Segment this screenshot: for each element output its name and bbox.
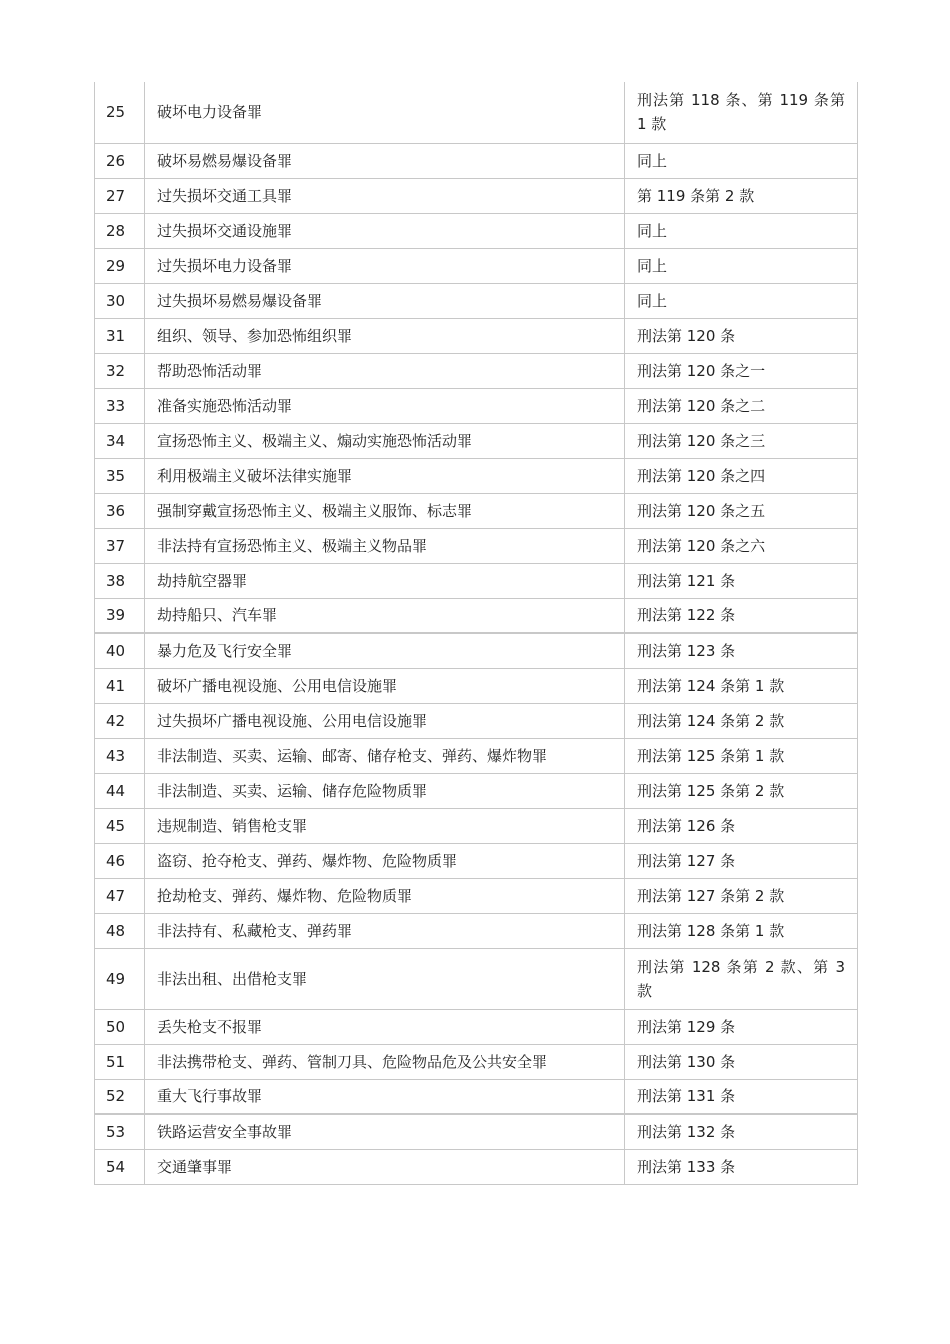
table-row	[95, 808, 858, 843]
row-number: 36	[95, 493, 145, 528]
crime-name: 破坏广播电视设施、公用电信设施罪	[145, 668, 625, 703]
table-row	[95, 178, 858, 213]
law-reference: 刑法第 120 条之五	[625, 493, 858, 528]
law-reference: 刑法第 133 条	[625, 1149, 858, 1184]
table-row	[95, 913, 858, 948]
table-row	[95, 353, 858, 388]
table-row	[95, 948, 858, 1009]
row-number: 46	[95, 843, 145, 878]
table-row	[95, 213, 858, 248]
crime-name: 劫持船只、汽车罪	[145, 598, 625, 633]
law-reference: 刑法第 122 条	[625, 598, 858, 633]
table-row	[95, 248, 858, 283]
row-number: 53	[95, 1114, 145, 1149]
crime-name: 过失损坏交通设施罪	[145, 213, 625, 248]
table-row	[95, 563, 858, 598]
row-number: 35	[95, 458, 145, 493]
law-reference: 刑法第 120 条之三	[625, 423, 858, 458]
table-row	[95, 633, 858, 668]
law-reference: 刑法第 120 条之二	[625, 388, 858, 423]
row-number: 34	[95, 423, 145, 458]
crime-name: 非法出租、出借枪支罪	[145, 948, 625, 1009]
law-reference: 刑法第 126 条	[625, 808, 858, 843]
crime-list-table	[94, 82, 858, 1185]
law-reference: 同上	[625, 248, 858, 283]
row-number: 33	[95, 388, 145, 423]
table-row	[95, 843, 858, 878]
crime-name: 组织、领导、参加恐怖组织罪	[145, 318, 625, 353]
row-number: 52	[95, 1079, 145, 1114]
row-number: 41	[95, 668, 145, 703]
table-row	[95, 773, 858, 808]
row-number: 31	[95, 318, 145, 353]
table-row	[95, 458, 858, 493]
row-number: 43	[95, 738, 145, 773]
row-number: 25	[95, 82, 145, 143]
law-reference: 刑法第 118 条、第 119 条第 1 款	[625, 82, 858, 143]
law-reference: 刑法第 120 条之一	[625, 353, 858, 388]
row-number: 42	[95, 703, 145, 738]
table-body	[95, 82, 858, 1184]
table-row	[95, 878, 858, 913]
table-row	[95, 528, 858, 563]
law-reference: 刑法第 132 条	[625, 1114, 858, 1149]
row-number: 49	[95, 948, 145, 1009]
crime-name: 重大飞行事故罪	[145, 1079, 625, 1114]
row-number: 48	[95, 913, 145, 948]
crime-name: 劫持航空器罪	[145, 563, 625, 598]
law-reference: 刑法第 124 条第 2 款	[625, 703, 858, 738]
law-reference: 刑法第 124 条第 1 款	[625, 668, 858, 703]
table-row	[95, 423, 858, 458]
table-row	[95, 82, 858, 143]
row-number: 54	[95, 1149, 145, 1184]
law-reference: 刑法第 121 条	[625, 563, 858, 598]
law-reference: 同上	[625, 143, 858, 178]
law-reference: 刑法第 127 条第 2 款	[625, 878, 858, 913]
law-reference: 同上	[625, 213, 858, 248]
table-row	[95, 1044, 858, 1079]
table-row	[95, 388, 858, 423]
crime-name: 盗窃、抢夺枪支、弹药、爆炸物、危险物质罪	[145, 843, 625, 878]
table-row	[95, 1009, 858, 1044]
row-number: 39	[95, 598, 145, 633]
row-number: 30	[95, 283, 145, 318]
row-number: 50	[95, 1009, 145, 1044]
law-reference: 刑法第 120 条之六	[625, 528, 858, 563]
crime-name: 过失损坏易燃易爆设备罪	[145, 283, 625, 318]
table-row	[95, 703, 858, 738]
law-reference: 刑法第 128 条第 2 款、第 3 款	[625, 948, 858, 1009]
crime-name: 非法持有宣扬恐怖主义、极端主义物品罪	[145, 528, 625, 563]
table-row	[95, 1079, 858, 1114]
crime-name: 准备实施恐怖活动罪	[145, 388, 625, 423]
table-row	[95, 738, 858, 773]
row-number: 28	[95, 213, 145, 248]
crime-name: 帮助恐怖活动罪	[145, 353, 625, 388]
law-reference: 同上	[625, 283, 858, 318]
crime-name: 暴力危及飞行安全罪	[145, 633, 625, 668]
crime-name: 非法持有、私藏枪支、弹药罪	[145, 913, 625, 948]
crime-name: 利用极端主义破坏法律实施罪	[145, 458, 625, 493]
row-number: 32	[95, 353, 145, 388]
row-number: 26	[95, 143, 145, 178]
law-reference: 刑法第 128 条第 1 款	[625, 913, 858, 948]
row-number: 47	[95, 878, 145, 913]
crime-name: 过失损坏交通工具罪	[145, 178, 625, 213]
law-reference: 刑法第 125 条第 2 款	[625, 773, 858, 808]
crime-name: 非法制造、买卖、运输、邮寄、储存枪支、弹药、爆炸物罪	[145, 738, 625, 773]
law-reference: 刑法第 120 条	[625, 318, 858, 353]
row-number: 44	[95, 773, 145, 808]
law-reference: 刑法第 127 条	[625, 843, 858, 878]
crime-name: 违规制造、销售枪支罪	[145, 808, 625, 843]
law-reference: 刑法第 129 条	[625, 1009, 858, 1044]
row-number: 27	[95, 178, 145, 213]
table-row	[95, 493, 858, 528]
table-row	[95, 318, 858, 353]
law-reference: 刑法第 125 条第 1 款	[625, 738, 858, 773]
table-row	[95, 1114, 858, 1149]
crime-name: 破坏电力设备罪	[145, 82, 625, 143]
row-number: 45	[95, 808, 145, 843]
row-number: 51	[95, 1044, 145, 1079]
crime-name: 破坏易燃易爆设备罪	[145, 143, 625, 178]
law-reference: 刑法第 131 条	[625, 1079, 858, 1114]
row-number: 29	[95, 248, 145, 283]
table-row	[95, 1149, 858, 1184]
crime-name: 非法制造、买卖、运输、储存危险物质罪	[145, 773, 625, 808]
law-reference: 刑法第 123 条	[625, 633, 858, 668]
row-number: 37	[95, 528, 145, 563]
row-number: 40	[95, 633, 145, 668]
crime-name: 过失损坏广播电视设施、公用电信设施罪	[145, 703, 625, 738]
crime-name: 过失损坏电力设备罪	[145, 248, 625, 283]
crime-name: 交通肇事罪	[145, 1149, 625, 1184]
table-row	[95, 598, 858, 633]
row-number: 38	[95, 563, 145, 598]
crime-name: 铁路运营安全事故罪	[145, 1114, 625, 1149]
law-reference: 第 119 条第 2 款	[625, 178, 858, 213]
law-reference: 刑法第 130 条	[625, 1044, 858, 1079]
crime-name: 宣扬恐怖主义、极端主义、煽动实施恐怖活动罪	[145, 423, 625, 458]
table-row	[95, 283, 858, 318]
crime-name: 非法携带枪支、弹药、管制刀具、危险物品危及公共安全罪	[145, 1044, 625, 1079]
crime-name: 抢劫枪支、弹药、爆炸物、危险物质罪	[145, 878, 625, 913]
table-row	[95, 668, 858, 703]
law-reference: 刑法第 120 条之四	[625, 458, 858, 493]
crime-name: 丢失枪支不报罪	[145, 1009, 625, 1044]
crime-name: 强制穿戴宣扬恐怖主义、极端主义服饰、标志罪	[145, 493, 625, 528]
table-row	[95, 143, 858, 178]
